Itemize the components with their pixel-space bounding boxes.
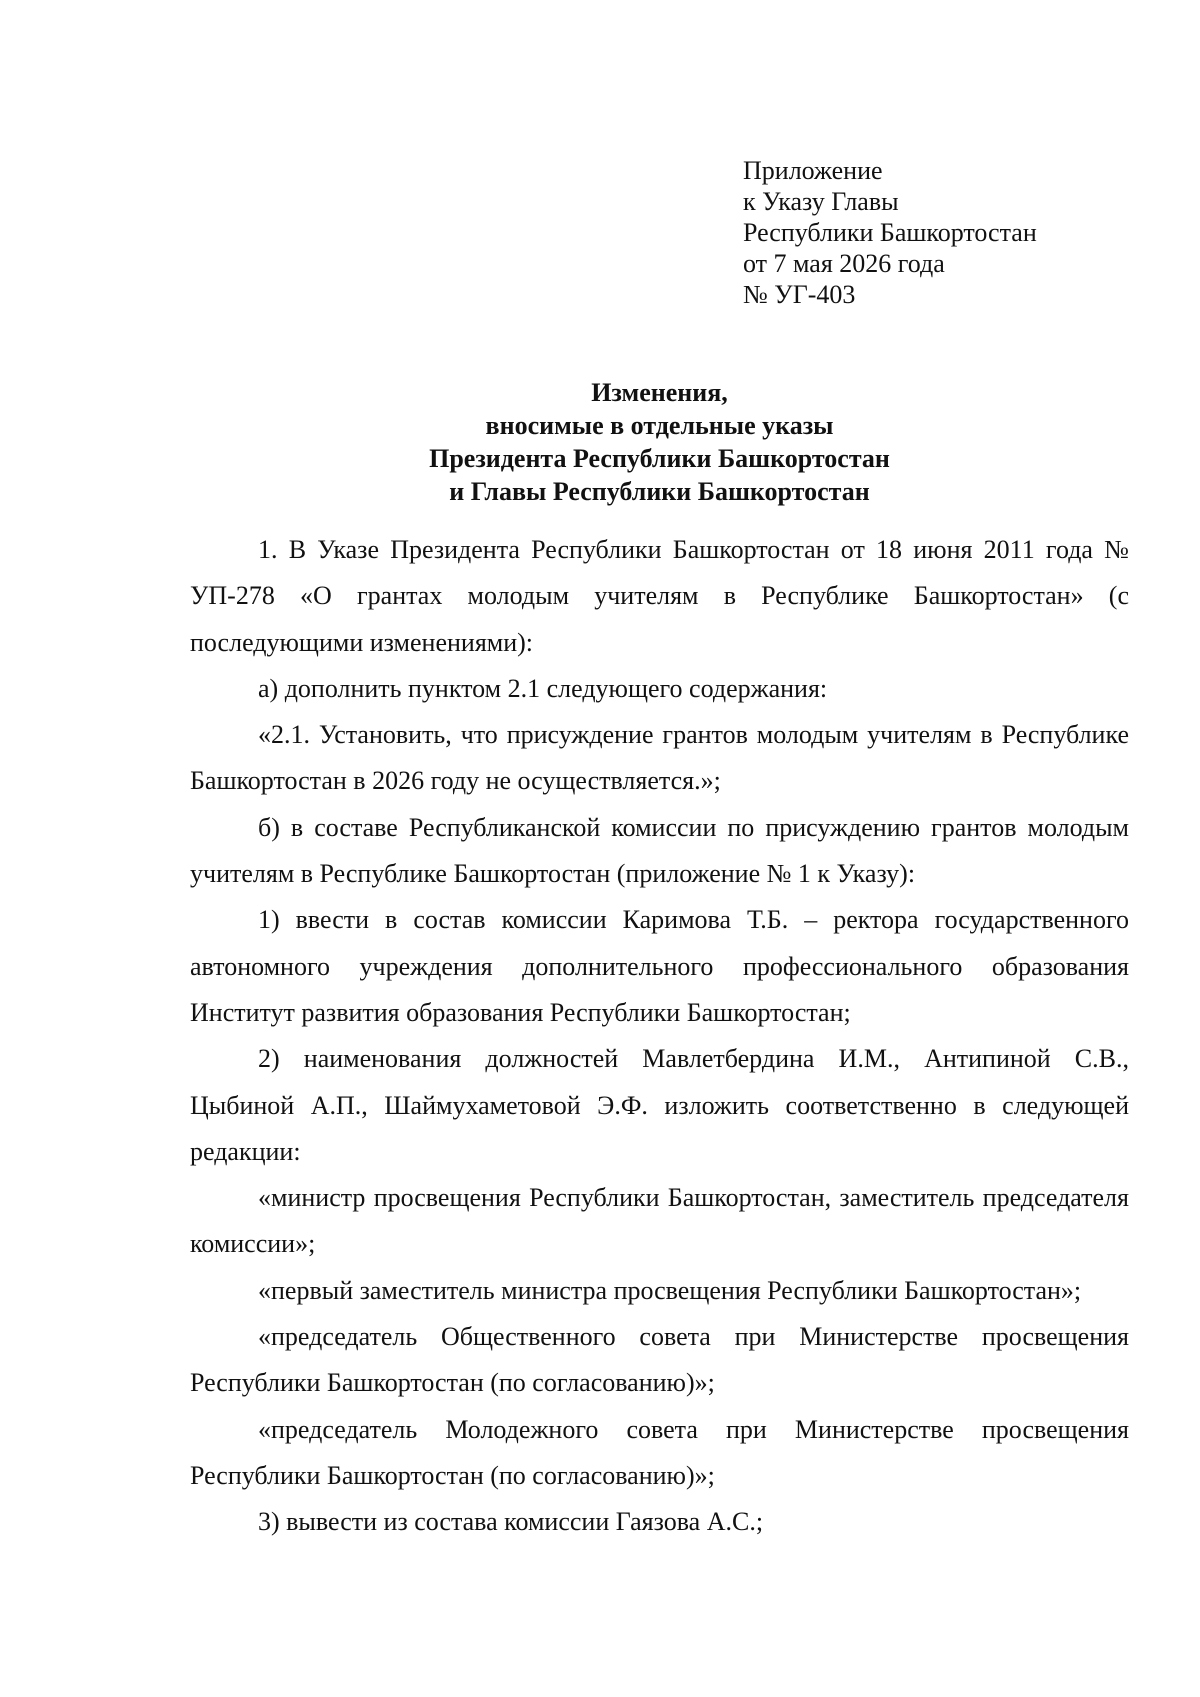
appendix-label: Приложение [743, 156, 883, 185]
appendix-date: от 7 мая 2026 года [743, 249, 945, 278]
paragraph-point-2: 2) наименования должностей Мавлетбердина И.М., Антипиной С.В., Цыбиной А.П., Шаймухаметовой Э.Ф. изложить соответственно в следующей редакции: [190, 1044, 1129, 1166]
title-line: вносимые в отдельные указы [485, 411, 834, 440]
paragraph-quote-minister: «министр просвещения Республики Башкортостан, заместитель председателя комиссии»; [190, 1183, 1129, 1259]
paragraph-quote-2-1: «2.1. Установить, что присуждение грантов молодым учителям в Республике Башкортостан в 2026 году не осуществляется.»; [190, 720, 1129, 796]
title-line: и Главы Республики Башкортостан [449, 477, 870, 506]
appendix-number: № УГ-403 [743, 280, 856, 309]
paragraph-point-1: 1) ввести в состав комиссии Каримова Т.Б. – ректора государственного автономного учреждения дополнительного профессионального образования Институт развития образования Республики Башкортостан; [190, 905, 1129, 1027]
appendix-block [743, 155, 1037, 310]
paragraph-subitem-a: а) дополнить пунктом 2.1 следующего содержания: [258, 673, 828, 703]
appendix-republic: Республики Башкортостан [743, 218, 1037, 247]
paragraph-quote-public-council: «председатель Общественного совета при Министерстве просвещения Республики Башкортостан (по согласованию)»; [190, 1322, 1129, 1398]
paragraph-quote-first-deputy: «первый заместитель министра просвещения Республики Башкортостан»; [258, 1275, 1082, 1305]
paragraph-item-1: 1. В Указе Президента Республики Башкортостан от 18 июня 2011 года № УП-278 «О грантах молодым учителям в Республике Башкортостан» (с последующими изменениями): [190, 535, 1129, 657]
title-line: Изменения, [591, 378, 728, 407]
paragraph-point-3: 3) вывести из состава комиссии Гаязова А.С.; [258, 1507, 764, 1537]
paragraph-subitem-b: б) в составе Республиканской комиссии по присуждению грантов молодым учителям в Республике Башкортостан (приложение № 1 к Указу): [190, 812, 1129, 889]
document-title [190, 376, 1129, 508]
document-body [190, 527, 1129, 1546]
title-line: Президента Республики Башкортостан [429, 444, 890, 473]
paragraph-quote-youth-council: «председатель Молодежного совета при Министерстве просвещения Республики Башкортостан (по согласованию)»; [190, 1414, 1129, 1490]
appendix-decree-ref: к Указу Главы [743, 187, 899, 216]
